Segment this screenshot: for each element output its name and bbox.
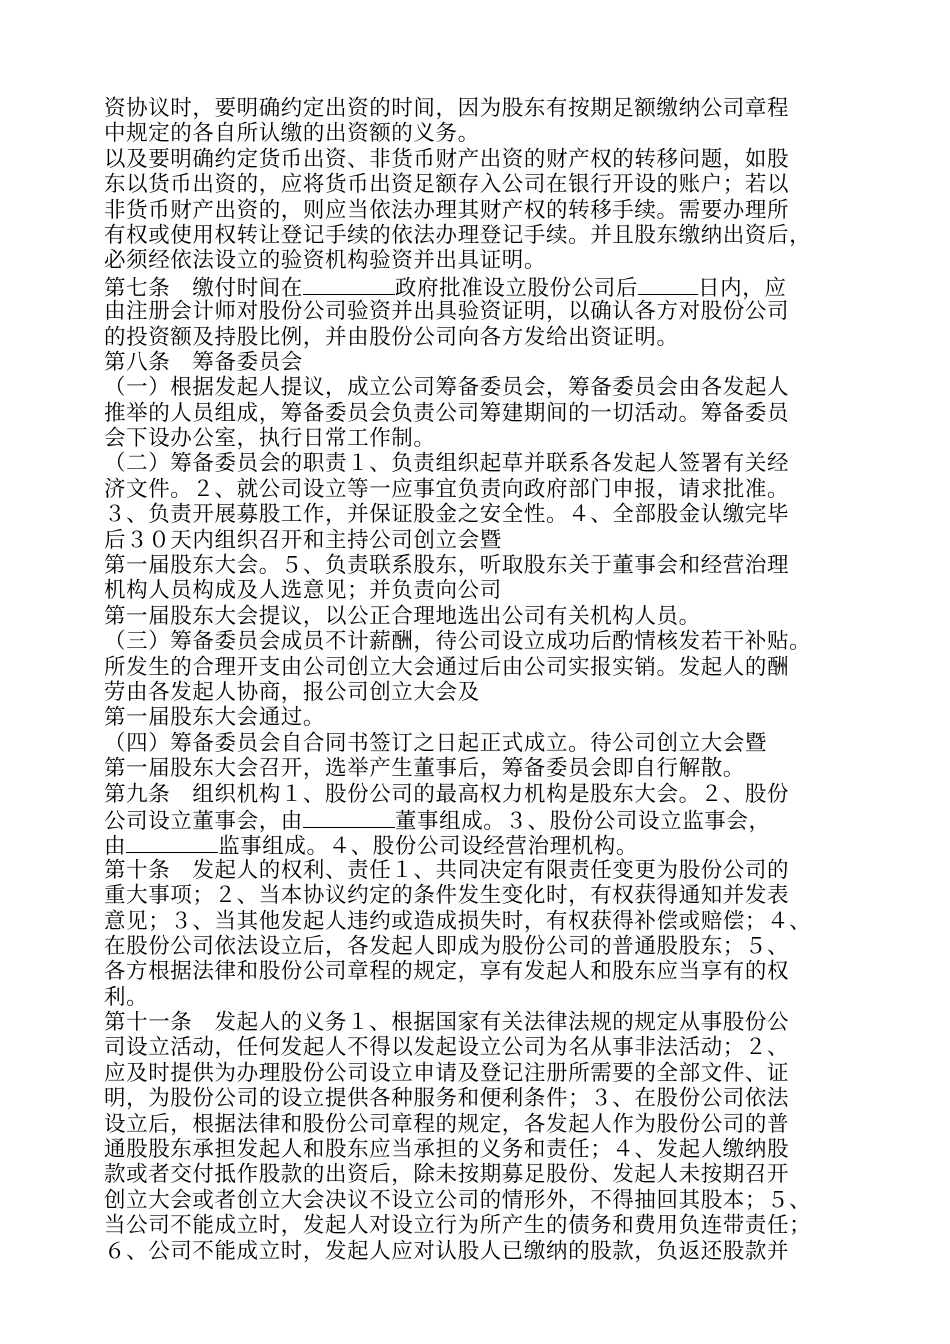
text-segment: 公司设立董事会，由 (104, 808, 303, 834)
article-7-line (104, 274, 864, 299)
text-line: 非货币财产出资的，则应当依法办理其财产权的转移手续。需要办理所 (104, 197, 790, 223)
text-line: 意见；３、当其他发起人违约或造成损失时，有权获得补偿或赔偿；４、 (104, 908, 812, 934)
text-line: 各方根据法律和股份公司章程的规定，享有发起人和股东应当享有的权 (104, 959, 790, 985)
text-segment: 第七条 缴付时间在 (104, 275, 303, 301)
article-9-line (104, 807, 864, 832)
text-segment: 日内，应 (698, 275, 787, 301)
text-line: 东以货币出资的，应将货币出资足额存入公司在银行开设的账户；若以 (104, 172, 790, 198)
text-line: 所发生的合理开支由公司创立大会通过后由公司实报实销。发起人的酬 (104, 654, 790, 680)
text-line: 机构人员构成及人选意见；并负责向公司 (104, 578, 502, 604)
fill-in-blank (126, 832, 218, 853)
text-segment: 监事组成。４、股份公司设经营治理机构。 (218, 834, 639, 860)
text-line: 第十条 发起人的权利、责任１、共同决定有限责任变更为股份公司的 (104, 857, 790, 883)
text-line: 以及要明确约定货币出资、非货币财产出资的财产权的转移问题，如股 (104, 146, 790, 172)
text-line: 后３０天内组织召开和主持公司创立会暨 (104, 527, 502, 553)
text-line: 中规定的各自所认缴的出资额的义务。 (104, 121, 480, 147)
text-line: （四）筹备委员会自合同书签订之日起正式成立。待公司创立大会暨 (104, 730, 768, 756)
text-line: 第十一条 发起人的义务１、根据国家有关法律法规的规定从事股份公 (104, 1010, 790, 1036)
text-line: 创立大会或者创立大会决议不设立公司的情形外，不得抽回其股本；５、 (104, 1187, 812, 1213)
text-line: 第一届股东大会提议，以公正合理地选出公司有关机构人员。 (104, 603, 701, 629)
text-line: 应及时提供为办理股份公司设立申请及登记注册所需要的全部文件、证 (104, 1060, 790, 1086)
fill-in-blank (638, 274, 698, 295)
text-line: 有权或使用权转让登记手续的依法办理登记手续。并且股东缴纳出资后， (104, 222, 812, 248)
text-line: 第八条 筹备委员会 (104, 349, 303, 375)
text-line: （三）筹备委员会成员不计薪酬，待公司设立成功后酌情核发若干补贴。 (104, 629, 812, 655)
text-line: 款或者交付抵作股款的出资后，除未按期募足股份、发起人未按期召开 (104, 1162, 790, 1188)
text-line: 济文件。２、就公司设立等一应事宜负责向政府部门申报，请求批准。 (104, 476, 790, 502)
text-line: 在股份公司依法设立后，各发起人即成为股份公司的普通股股东；５、 (104, 933, 790, 959)
text-line: 当公司不能成立时，发起人对设立行为所产生的债务和费用负连带责任； (104, 1213, 812, 1239)
text-line: ３、负责开展募股工作，并保证股金之安全性。４、全部股金认缴完毕 (104, 502, 790, 528)
text-line: 会下设办公室，执行日常工作制。 (104, 426, 436, 452)
text-segment: 政府批准设立股份公司后 (394, 275, 639, 301)
text-line: 由注册会计师对股份公司验资并出具验资证明，以确认各方对股份公司 (104, 299, 790, 325)
text-line: 设立后，根据法律和股份公司章程的规定，各发起人作为股份公司的普 (104, 1111, 790, 1137)
text-line: 推举的人员组成，筹备委员会负责公司筹建期间的一切活动。筹备委员 (104, 400, 790, 426)
fill-in-blank (303, 807, 395, 828)
text-line: （一）根据发起人提议，成立公司筹备委员会，筹备委员会由各发起人 (104, 375, 790, 401)
article-9-line (104, 832, 864, 860)
text-line: 明，为股份公司的设立提供各种服务和便利条件；３、在股份公司依法 (104, 1086, 790, 1112)
text-segment: 由 (104, 834, 127, 860)
text-line: 司设立活动，任何发起人不得以发起设立公司为名从事非法活动；２、 (104, 1035, 790, 1061)
text-line: 利。 (104, 984, 149, 1010)
text-line: 资协议时，要明确约定出资的时间，因为股东有按期足额缴纳公司章程 (104, 96, 790, 121)
text-line: （二）筹备委员会的职责１、负责组织起草并联系各发起人签署有关经 (104, 451, 790, 477)
text-line: 劳由各发起人协商，报公司创立大会及 (104, 679, 480, 705)
text-line: 第九条 组织机构１、股份公司的最高权力机构是股东大会。２、股份 (104, 781, 790, 807)
document-body (104, 96, 864, 1264)
text-line: 必须经依法设立的验资机构验资并出具证明。 (104, 248, 547, 274)
text-line: 第一届股东大会通过。 (104, 705, 326, 731)
text-segment: 董事组成。３、股份公司设立监事会， (394, 808, 771, 834)
fill-in-blank (303, 274, 395, 295)
text-line: ６、公司不能成立时，发起人应对认股人已缴纳的股款，负返还股款并 (104, 1238, 790, 1264)
text-line: 重大事项；２、当本协议约定的条件发生变化时，有权获得通知并发表 (104, 883, 790, 909)
text-line: 第一届股东大会召开，选举产生董事后，筹备委员会即自行解散。 (104, 756, 745, 782)
text-line: 通股股东承担发起人和股东应当承担的义务和责任；４、发起人缴纳股 (104, 1137, 790, 1163)
text-line: 第一届股东大会。５、负责联系股东，听取股东关于董事会和经营治理 (104, 553, 790, 579)
text-line: 的投资额及持股比例，并由股份公司向各方发给出资证明。 (104, 324, 679, 350)
